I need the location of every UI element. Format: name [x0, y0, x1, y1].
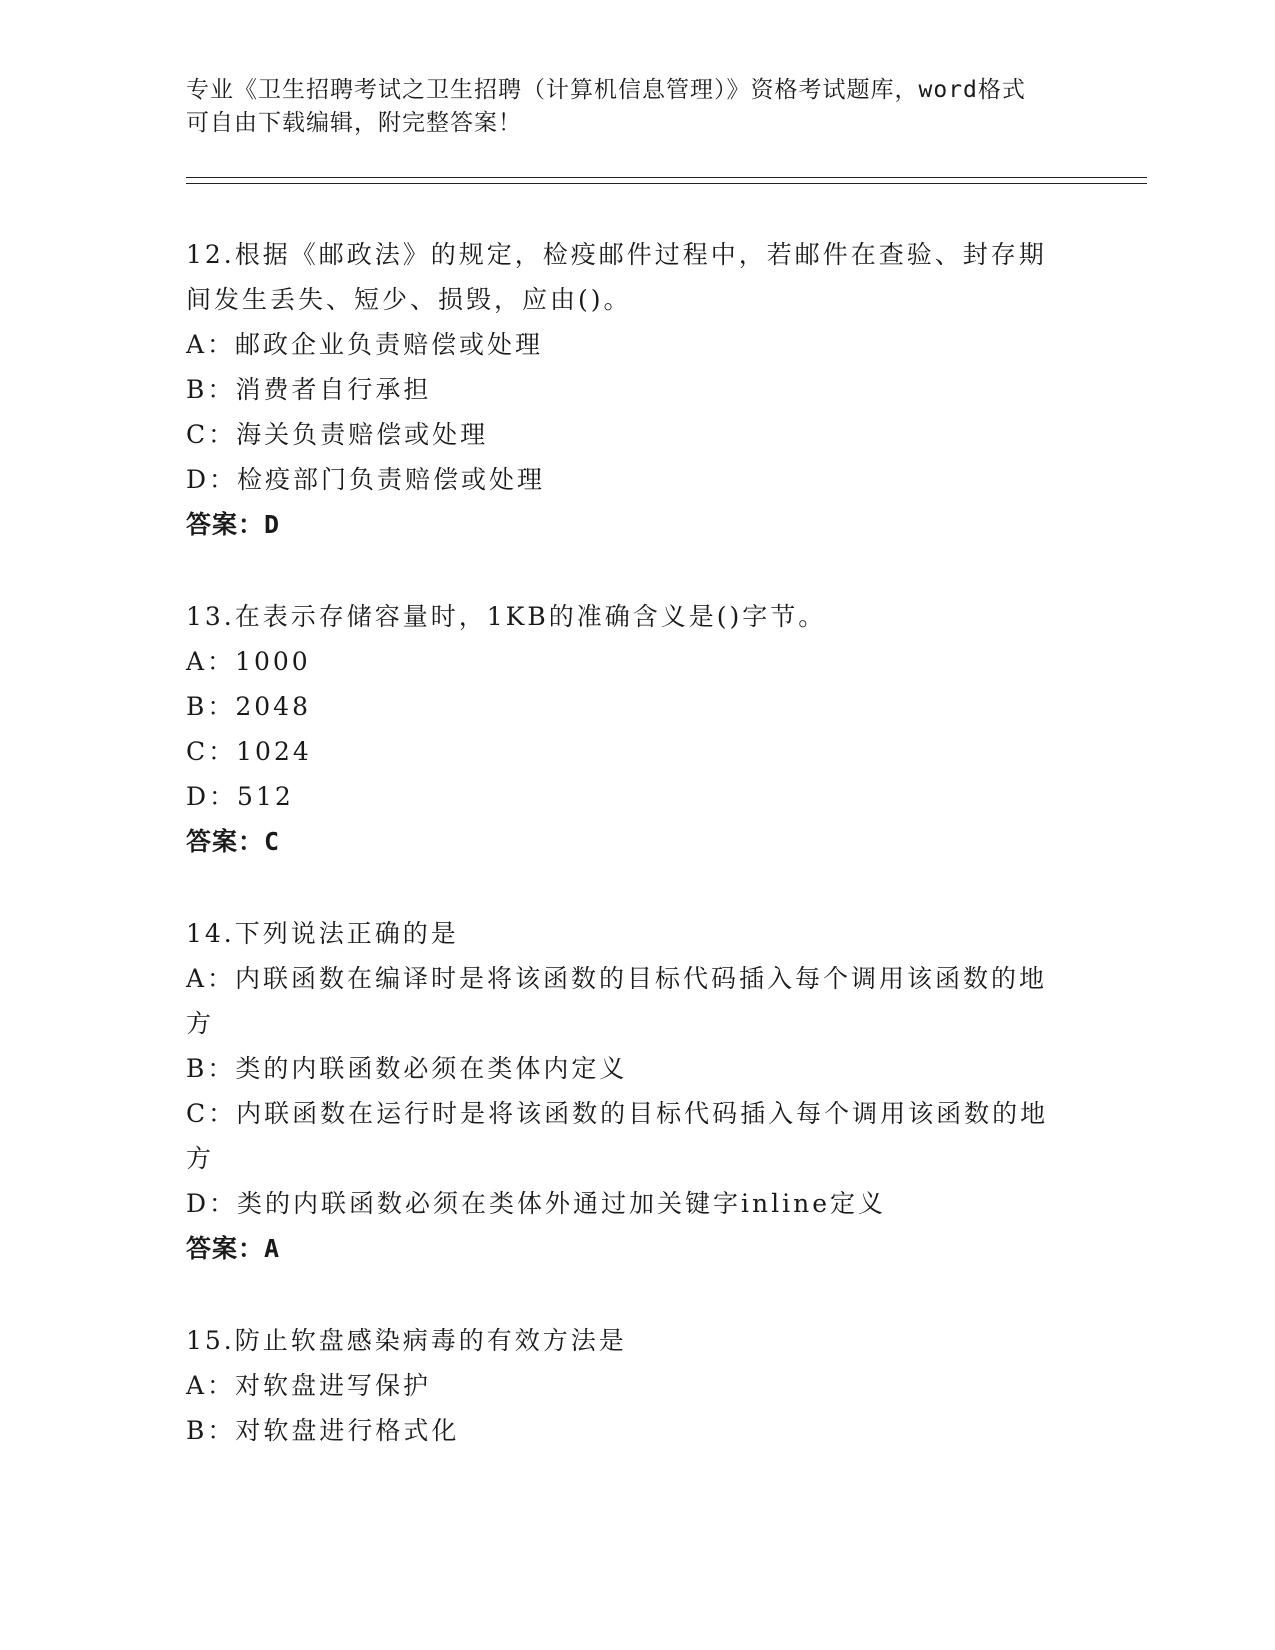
- option-a-continuation: 方: [186, 1009, 215, 1038]
- document-header: [186, 74, 1086, 140]
- question-stem-line: 12.根据《邮政法》的规定，检疫邮件过程中，若邮件在查验、封存期: [186, 240, 1047, 269]
- option-c: C：内联函数在运行时是将该函数的目标代码插入每个调用该函数的地: [186, 1099, 1049, 1128]
- option-c-continuation: 方: [186, 1144, 215, 1173]
- option-a: A：对软盘进写保护: [186, 1371, 432, 1400]
- option-d: D：检疫部门负责赔偿或处理: [186, 465, 546, 494]
- option-d: D：类的内联函数必须在类体外通过加关键字inline定义: [186, 1189, 887, 1218]
- option-b: B：2048: [186, 692, 311, 721]
- question-15: [186, 1318, 1086, 1453]
- question-stem-line: 13.在表示存储容量时，1KB的准确含义是()字节。: [186, 602, 827, 631]
- option-d: D：512: [186, 782, 294, 811]
- option-a: A：邮政企业负责赔偿或处理: [186, 330, 544, 359]
- question-stem-line: 15.防止软盘感染病毒的有效方法是: [186, 1326, 627, 1355]
- option-b: B：消费者自行承担: [186, 375, 432, 404]
- header-line-1: 专业《卫生招聘考试之卫生招聘（计算机信息管理）》资格考试题库，word格式: [186, 77, 1026, 103]
- header-divider-bottom: [186, 183, 1147, 184]
- question-stem-line: 间发生丢失、短少、损毁，应由()。: [186, 285, 632, 314]
- answer: 答案：A: [186, 1234, 281, 1263]
- option-a: A：内联函数在编译时是将该函数的目标代码插入每个调用该函数的地: [186, 964, 1048, 993]
- option-c: C：1024: [186, 737, 312, 766]
- option-b: B：对软盘进行格式化: [186, 1416, 460, 1445]
- option-c: C：海关负责赔偿或处理: [186, 420, 489, 449]
- header-line-2: 可自由下载编辑，附完整答案！: [186, 110, 522, 136]
- answer: 答案：C: [186, 827, 281, 856]
- answer: 答案：D: [186, 510, 281, 539]
- question-14: [186, 911, 1086, 1271]
- question-12: [186, 232, 1086, 547]
- header-divider-top: [186, 177, 1147, 178]
- question-13: [186, 594, 1086, 864]
- option-a: A：1000: [186, 647, 311, 676]
- option-b: B：类的内联函数必须在类体内定义: [186, 1054, 628, 1083]
- question-stem-line: 14.下列说法正确的是: [186, 919, 459, 948]
